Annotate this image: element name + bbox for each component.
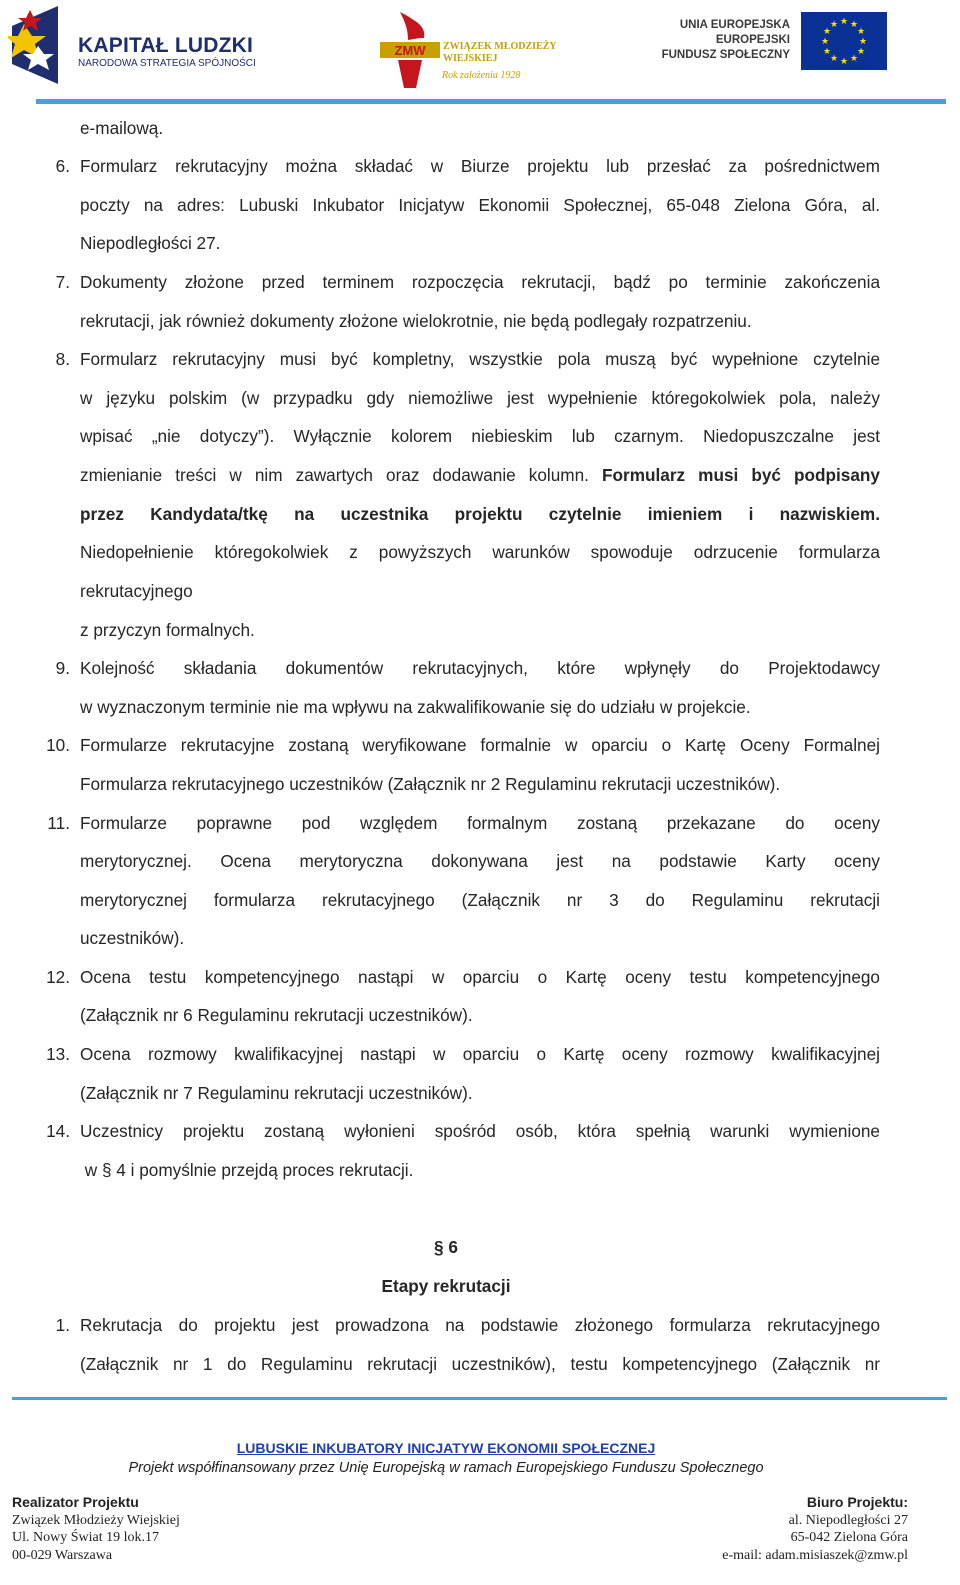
section6-mark: § 6 <box>434 1237 458 1257</box>
item11-number: 11. <box>47 813 70 833</box>
item8-line7: rekrutacyjnego <box>80 581 193 601</box>
kapital-ludzki-logo <box>8 6 258 86</box>
svg-text:★: ★ <box>858 37 868 47</box>
realizator-heading: Realizator Projektu <box>12 1494 139 1510</box>
item8-line8: z przyczyn formalnych. <box>80 620 255 640</box>
item8-line4-bold: Formularz musi być podpisany <box>602 465 880 485</box>
eu-flag-icon <box>801 12 887 70</box>
item8-line1: Formularz rekrutacyjny musi być kompletny, wszystkie pola muszą być wypełnione czytelnie <box>80 349 880 369</box>
svg-text:★: ★ <box>822 47 832 57</box>
eu-line1: UNIA EUROPEJSKA <box>679 19 790 31</box>
svg-text:★: ★ <box>820 37 830 47</box>
zmw-torch-icon <box>378 10 442 90</box>
item13-line2: (Załącznik nr 7 Regulaminu rekrutacji uczestników). <box>80 1083 473 1103</box>
item10-line2: Formularza rekrutacyjnego uczestników (Załącznik nr 2 Regulaminu rekrutacji uczestników). <box>80 774 781 794</box>
svg-text:★: ★ <box>849 54 859 64</box>
zmw-badge: ZMW <box>394 43 426 58</box>
item13-number: 13. <box>46 1044 70 1064</box>
cofinancing-note: Projekt współfinansowany przez Unię Europejską w ramach Europejskiego Funduszu Społecznego <box>128 1460 764 1476</box>
s6-item1-line1: Rekrutacja do projektu jest prowadzona na podstawie złożonego formularza rekrutacyjnego <box>80 1315 880 1335</box>
biuro-heading: Biuro Projektu: <box>806 1494 908 1510</box>
s6-item1-line2: (Załącznik nr 1 do Regulaminu rekrutacji uczestników), testu kompetencyjnego (Załącznik nr <box>80 1354 880 1374</box>
zmw-name <box>443 41 557 65</box>
item9-line2: w wyznaczonym terminie nie ma wpływu na zakwalifikowanie się do udziału w projekcie. <box>80 697 751 717</box>
eu-line2: EUROPEJSKI <box>715 34 790 46</box>
item8-line4-regular: zmienianie treści w nim zawartych oraz dodawanie kolumn. <box>80 465 603 485</box>
svg-text:★: ★ <box>829 20 839 30</box>
item14-line2: w § 4 i pomyślnie przejdą proces rekrutacji. <box>80 1160 414 1180</box>
item8-line5: przez Kandydata/tkę na uczestnika projektu czytelnie imieniem i nazwiskiem. <box>80 504 880 524</box>
realizator-line1: Związek Młodzieży Wiejskiej <box>12 1512 180 1528</box>
svg-text:★: ★ <box>839 17 849 27</box>
biuro-line2: 65-042 Zielona Góra <box>790 1530 908 1545</box>
section6-title: Etapy rekrutacji <box>381 1276 511 1296</box>
item10-number: 10. <box>46 735 70 755</box>
item13-line1: Ocena rozmowy kwalifikacyjnej nastąpi w oparciu o Kartę oceny rozmowy kwalifikacyjnej <box>80 1044 880 1064</box>
item11-line3: merytorycznej formularza rekrutacyjnego (Załącznik nr 3 do Regulaminu rekrutacji <box>80 890 880 910</box>
item8-line6: Niedopełnienie któregokolwiek z powyższych warunków spowoduje odrzucenie formularza <box>80 542 880 562</box>
realizator-line3: 00-029 Warszawa <box>12 1547 113 1563</box>
item8-number: 8. <box>55 349 70 369</box>
item10-line1: Formularze rekrutacyjne zostaną weryfikowane formalnie w oparciu o Kartę Oceny Formalnej <box>80 735 880 755</box>
footer-biuro <box>722 1494 908 1564</box>
kapital-ludzki-subtitle: NARODOWA STRATEGIA SPÓJNOŚCI <box>78 58 256 69</box>
kapital-ludzki-title: KAPITAŁ LUDZKI <box>78 34 254 57</box>
item9-number: 9. <box>55 658 70 678</box>
item6-line2: poczty na adres: Lubuski Inkubator Inicjatyw Ekonomii Społecznej, 65-048 Zielona Góra, al. <box>80 195 880 215</box>
svg-text:★: ★ <box>822 27 832 37</box>
item11-line1: Formularze poprawne pod względem formalnym zostaną przekazane do oceny <box>80 813 880 833</box>
item7-line1: Dokumenty złożone przed terminem rozpoczęcia rekrutacji, bądź po terminie zakończenia <box>80 272 880 292</box>
item7-number: 7. <box>55 272 70 292</box>
item8-line3: wpisać „nie dotyczy”). Wyłącznie kolorem niebieskim lub czarnym. Niedopuszczalne jest <box>80 426 880 446</box>
item9-line1: Kolejność składania dokumentów rekrutacyjnych, które wpłynęły do Projektodawcy <box>80 658 880 678</box>
zmw-logo <box>378 10 578 90</box>
s6-item1-number: 1. <box>55 1315 70 1335</box>
item12-line2: (Załącznik nr 6 Regulaminu rekrutacji uczestników). <box>80 1005 473 1025</box>
svg-text:★: ★ <box>839 57 849 67</box>
item6-line1: Formularz rekrutacyjny można składać w Biurze projektu lub przesłać za pośrednictwem <box>80 156 880 176</box>
footer-divider <box>12 1397 947 1400</box>
kapital-ludzki-emblem-icon <box>8 6 74 86</box>
svg-text:★: ★ <box>849 20 859 30</box>
header-divider <box>36 99 946 104</box>
item6-number: 6. <box>55 156 70 176</box>
footer-realizator <box>12 1494 180 1564</box>
project-link[interactable]: LUBUSKIE INKUBATORY INICJATYW EKONOMII SPOŁECZNEJ <box>236 1440 656 1456</box>
item7-line2: rekrutacji, jak również dokumenty złożone wielokrotnie, nie będą podlegały rozpatrzeniu. <box>80 311 752 331</box>
realizator-line2: Ul. Nowy Świat 19 lok.17 <box>12 1530 159 1545</box>
item8-line4 <box>80 462 880 488</box>
zmw-founded: Rok założenia 1928 <box>442 70 521 81</box>
biuro-line1: al. Niepodległości 27 <box>788 1512 908 1528</box>
item12-line1: Ocena testu kompetencyjnego nastąpi w oparciu o Kartę oceny testu kompetencyjnego <box>80 967 880 987</box>
item11-line2: merytorycznej. Ocena merytoryczna dokonywana jest na podstawie Karty oceny <box>80 851 880 871</box>
item5-tail: e-mailową. <box>80 118 164 138</box>
eu-text <box>630 18 790 63</box>
page-header <box>0 0 960 100</box>
item6-line3: Niepodległości 27. <box>80 233 221 253</box>
zmw-name-line2: WIEJSKIEJ <box>443 53 498 64</box>
item12-number: 12. <box>46 967 70 987</box>
svg-text:★: ★ <box>856 27 866 37</box>
eu-line3: FUNDUSZ SPOŁECZNY <box>661 49 790 61</box>
item8-line2: w języku polskim (w przypadku gdy niemożliwe jest wypełnienie któregokolwiek pola, należy <box>80 388 880 408</box>
svg-text:★: ★ <box>856 47 866 57</box>
zmw-name-line1: ZWIĄZEK MŁODZIEŻY <box>443 41 557 52</box>
item14-line1: Uczestnicy projektu zostaną wyłonieni spośród osób, która spełnią warunki wymienione <box>80 1121 880 1141</box>
item11-line4: uczestników). <box>80 928 185 948</box>
biuro-email[interactable]: e-mail: adam.misiaszek@zmw.pl <box>722 1547 908 1563</box>
item14-number: 14. <box>46 1121 70 1141</box>
svg-text:★: ★ <box>829 54 839 64</box>
eu-logo <box>661 12 890 74</box>
